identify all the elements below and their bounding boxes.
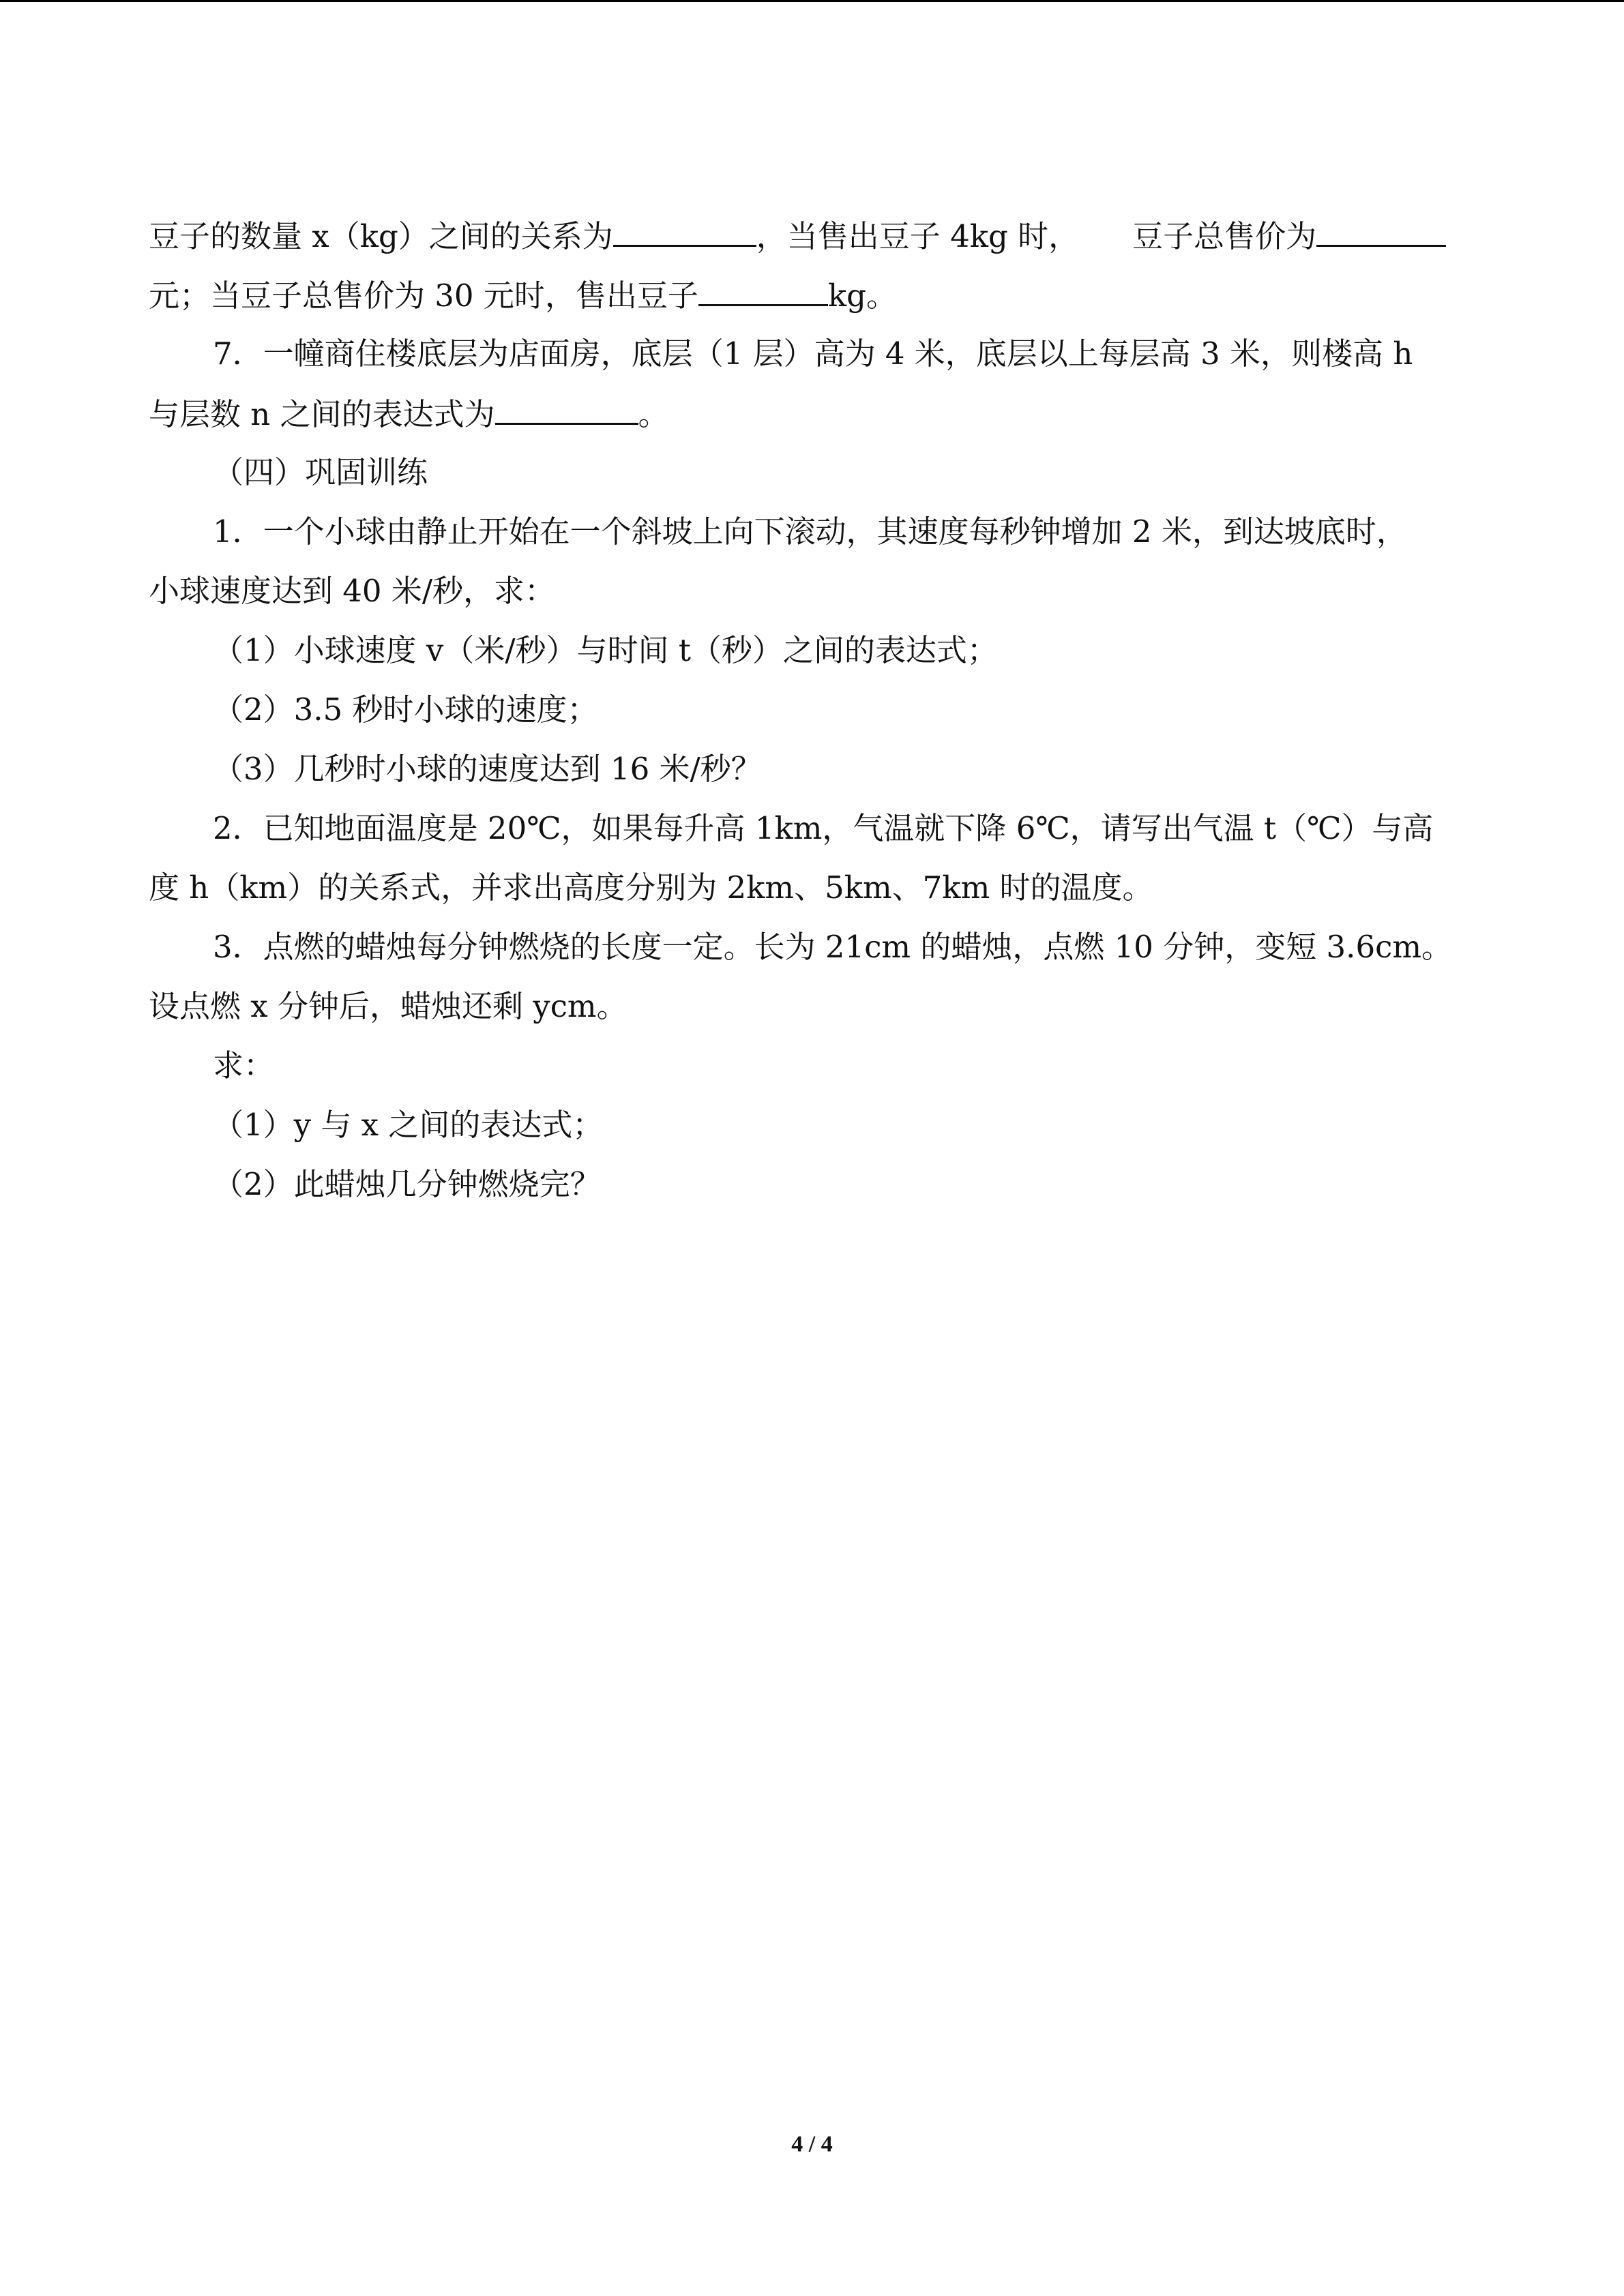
- answer-blank[interactable]: [698, 274, 828, 306]
- q6-line-1: [149, 215, 1446, 256]
- q6-text-a: 豆子的数量 x（kg）之间的关系为: [149, 218, 613, 254]
- exercise-1-line-2: 小球速度达到 40 米/秒，求：: [149, 573, 556, 609]
- q6-text-d: 元；当豆子总售价为 30 元时，售出豆子: [149, 278, 698, 314]
- exercise-1-line-1: 1．一个小球由静止开始在一个斜坡上向下滚动，其速度每秒钟增加 2 米，到达坡底时，: [213, 513, 1407, 550]
- exercise-1-sub-2: （2）3.5 秒时小球的速度；: [213, 691, 598, 728]
- exercise-2-line-2: 度 h（km）的关系式，并求出高度分别为 2km、5km、7km 时的温度。: [149, 869, 1153, 906]
- answer-blank[interactable]: [495, 393, 638, 425]
- q6-line-2: [149, 274, 897, 315]
- q7-line-1: 7．一幢商住楼底层为店面房，底层（1 层）高为 4 米，底层以上每层高 3 米，则楼高 h: [213, 336, 1413, 372]
- exercise-3-sub-2: （2）此蜡烛几分钟燃烧完？: [213, 1166, 601, 1202]
- exercise-1-sub-3: （3）几秒时小球的速度达到 16 米/秒？: [213, 751, 762, 787]
- exercise-3-line-1: 3．点燃的蜡烛每分钟燃烧的长度一定。长为 21cm 的蜡烛，点燃 10 分钟，变短 3.6cm。: [213, 929, 1452, 965]
- q7-text-b: 。: [638, 396, 669, 432]
- q6-text-e: kg。: [827, 278, 897, 314]
- exercise-2-line-1: 2．已知地面温度是 20℃，如果每升高 1km，气温就下降 6℃，请写出气温 t（℃）与高: [213, 810, 1434, 846]
- top-border-rule: [0, 0, 1624, 2]
- answer-blank[interactable]: [1316, 215, 1446, 247]
- exercise-3-sub-1: （1）y 与 x 之间的表达式；: [213, 1107, 604, 1143]
- exercise-3-ask: 求：: [213, 1047, 275, 1084]
- exercise-3-line-2: 设点燃 x 分钟后，蜡烛还剩 ycm。: [149, 988, 628, 1024]
- q7-line-2: [149, 393, 669, 434]
- q6-text-c: 豆子总售价为: [1132, 218, 1317, 254]
- exercise-1-sub-1: （1）小球速度 v（米/秒）与时间 t（秒）之间的表达式；: [213, 632, 998, 668]
- q7-text-a: 与层数 n 之间的表达式为: [149, 396, 495, 432]
- q6-text-b: ，当售出豆子 4kg 时，: [756, 218, 1080, 254]
- section-title: （四）巩固训练: [213, 454, 428, 490]
- answer-blank[interactable]: [613, 215, 756, 247]
- page-number: 4 / 4: [791, 2132, 833, 2157]
